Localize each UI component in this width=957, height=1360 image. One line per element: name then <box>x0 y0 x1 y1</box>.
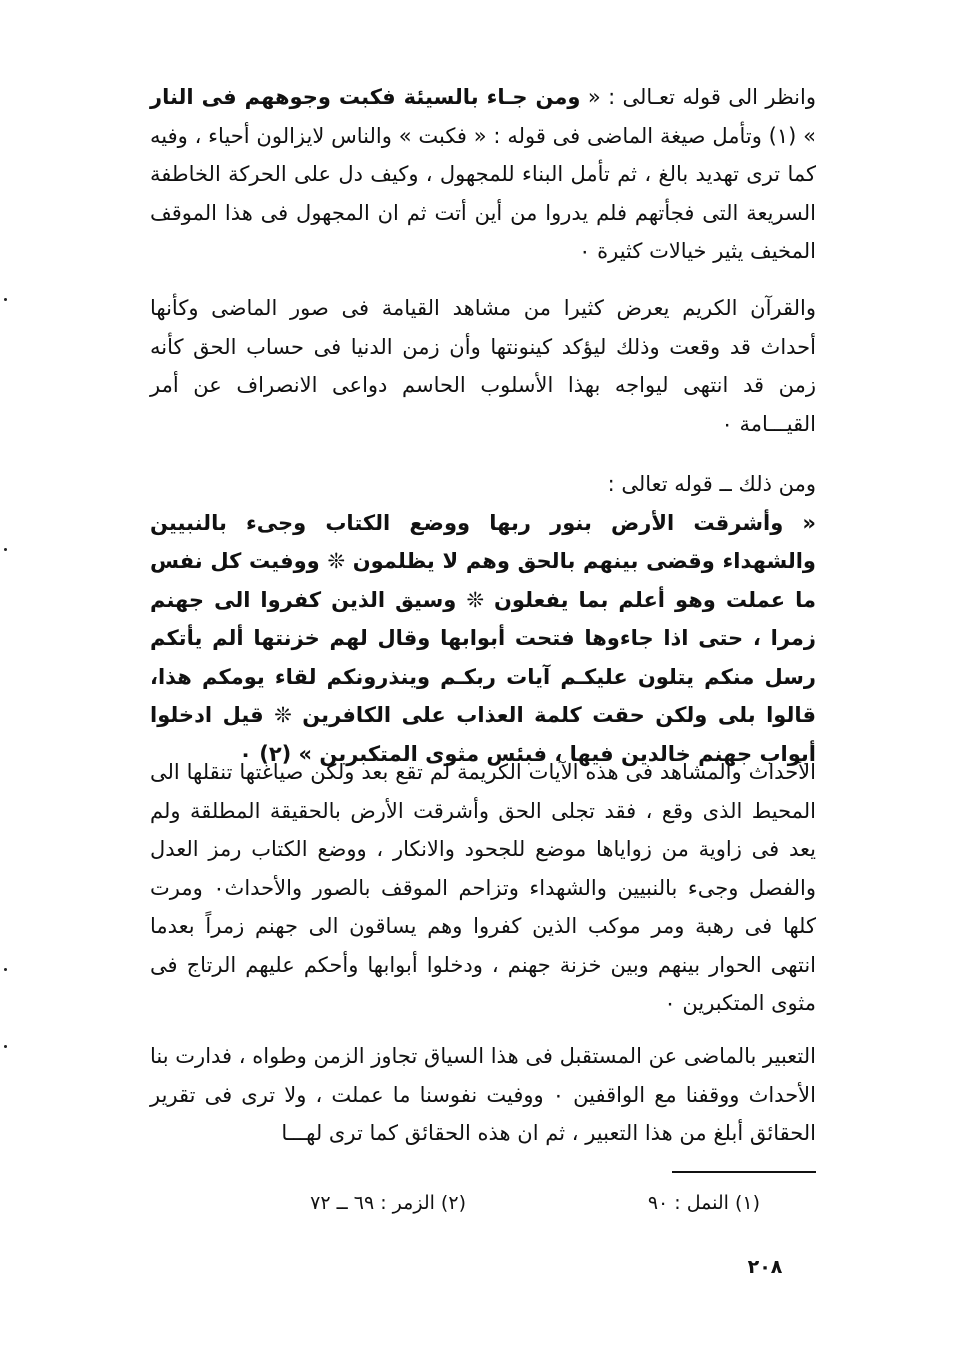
footnote-2: (٢) الزمر : ٦٩ ــ ٧٢ <box>310 1192 466 1214</box>
paragraph-1 <box>150 78 816 271</box>
page-number: ٢٠٨ <box>747 1256 783 1278</box>
paragraph-2 <box>150 289 816 443</box>
paragraph-1-body: » (١) وتأمل صيغة الماضى فى قوله : « فكبت » والناس لايزالون أحياء ، وفيه كما ترى تهديد بالغ ، ثم تأمل البناء للمجهول ، وكيف دل على الحركة الخاطفة السريعة التى فجأتهم فلم يدروا من أين أتت ثم ان المجهول فى هذا الموقف المخيف يثير خيالات كثيرة ٠ <box>150 123 817 263</box>
footnote-1: (١) النمل : ٩٠ <box>647 1192 760 1214</box>
scan-speck <box>4 548 7 551</box>
quran-verse-1: ومن جـاء بالسيئة فكبت وجوههم فى النار <box>150 85 581 109</box>
paragraph-3 <box>150 465 816 773</box>
scan-speck <box>4 298 7 301</box>
paragraph-4 <box>150 753 816 1023</box>
paragraph-4-text: الأحداث والمشاهد فى هذه الآيات الكريمة لم تقع بعد ولكن صياغتها تنقلها الى المحيط الذى وقع ، فقد تجلى الحق وأشرقت الأرض بالحقيقة المطلقة ولم يعد فى زاوية من زواياها موضع للجحود والانكار ، ووضع الكتاب رمز العدل والفصل وجىء بالنبيين والشهداء وتزاحم الموقف بالصور والأحداث٠ ومرت كلها فى رهبة ومر موكب الذين كفروا وهم يساقون الى جهنم زمراً بعدما انتهى الحوار بينهم وبين خزنة جهنم ، ودخلوا أبوابها وأحكم عليهم الرتاج فى مثوى المتكبرين ٠ <box>150 760 816 1015</box>
scan-speck <box>4 968 7 971</box>
footnotes <box>150 1186 816 1220</box>
paragraph-5 <box>150 1037 816 1153</box>
paragraph-3-intro: ومن ذلك ــ قوله تعالى : <box>607 472 816 496</box>
paragraph-5-text: التعبير بالماضى عن المستقبل فى هذا السياق تجاوز الزمن وطواه ، فدارت بنا الأحداث ووقفنا مع الواقفين ٠ ووفيت نفوسنا ما عملت ، ولا ترى فى تقرير الحقائق أبلغ من هذا التعبير ، ثم ان هذه الحقائق كما ترى لهـــا <box>150 1044 816 1145</box>
paragraph-2-text: والقرآن الكريم يعرض كثيرا من مشاهد القيامة فى صور الماضى وكأنها أحداث قد وقعت وذلك ليؤكد كينونتها وأن زمن الدنيا فى حساب الحق كأنه زمن قد انتهى ليواجه بهذا الأسلوب الحاسم دواعى الانصراف عن أمر القيـــامة ٠ <box>150 296 816 436</box>
paragraph-1-intro: وانظر الى قوله تعـالى : « <box>580 85 816 109</box>
scan-speck <box>4 1045 7 1048</box>
quran-verse-2: « وأشرقت الأرض بنور ربها ووضع الكتاب وجىء بالنبيين والشهداء وقضى بينهم بالحق وهم لا يظلمون ❊ ووفيت كل نفس ما عملت وهو أعلم بما يفعلون ❊ وسيق الذين كفروا الى جهنم زمرا ، حتى اذا جاءوها فتحت أبوابها وقال لهم خزنتها ألم يأتكم رسل منكم يتلون عليكـم آيات ربكـم وينذرونكم لقاء يومكم هذا، قالوا بلى ولكن حقت كلمة العذاب على الكافرين ❊ قيل ادخلوا أبواب جهنم خالدين فيها ، فبئس مثوى المتكبرين » (٢) ٠ <box>150 510 816 766</box>
footnote-divider <box>672 1171 816 1173</box>
